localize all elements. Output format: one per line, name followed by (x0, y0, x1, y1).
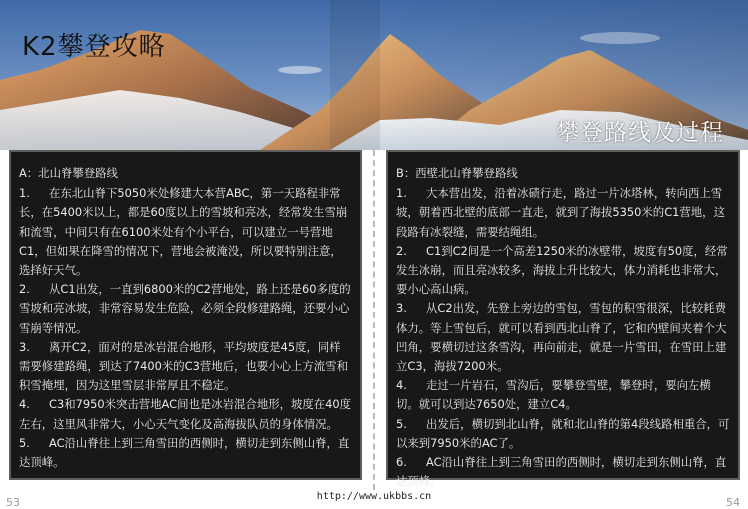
route-step: 2. C1到C2间是一个高差1250米的冰壁带，坡度有50度，经常发生冰崩，而且亮冰较多，海拔上升比较大，体力消耗也非常大，要小心高山病。 (396, 243, 728, 297)
route-step: 5. 出发后，横切到北山脊，就和北山脊的第4段线路相重合，可以来到7950米的AC了。 (396, 416, 730, 450)
route-step: 6. AC沿山脊往上到三角雪田的西侧时，横切走到东侧山脊，直达顶峰。 (396, 455, 727, 489)
route-step: 4. 走过一片岩石，雪沟后，要攀登雪壁，攀登时，要向左横切。就可以到达7650处，建立C4。 (396, 378, 711, 412)
page-title: K2攀登攻略 (22, 32, 166, 62)
footer-url: http://www.ukbbs.cn (316, 491, 432, 502)
route-step: 3. 离开C2，面对的是冰岩混合地形，平均坡度是45度，同样需要修建路绳，到达了7400米的C3营地后，也要小心上方流雪和积雪掩埋，因为这里雪层非常厚且不稳定。 (19, 339, 348, 393)
page-number-right: 54 (726, 496, 740, 509)
route-step: 3. 从C2出发，先登上旁边的雪包，雪包的积雪很深，比较耗费体力。等上雪包后，就可以看到西北山脊了，它和内壁间夹着个大凹角，要横切过这条雪沟，再向前走，就是一片雪田，在雪田上建立C3，海拔7200米。 (396, 301, 727, 374)
route-panel-west-face (386, 150, 740, 489)
route-heading: B：西壁北山脊攀登路线 (396, 166, 518, 180)
page-number-left: 53 (6, 496, 20, 509)
route-step: 1. 大本营出发，沿着冰碛行走，路过一片冰塔林，转向西上雪坡，朝着西北壁的底部一直走，就到了海拔5350米的C1营地，这段路有冰裂缝，需要结绳组。 (396, 186, 725, 239)
page-fold-divider (373, 150, 375, 490)
section-subtitle: 攀登路线及过程 (556, 120, 724, 146)
route-panel-north-ridge (9, 150, 362, 480)
route-step: 4. C3和7950米突击营地AC间也是冰岩混合地形，坡度在40度左右，这里风非常大，小心天气变化及高海拔队员的身体情况。 (19, 397, 352, 431)
route-step: 5. AC沿山脊往上到三角雪田的西侧时，横切走到东侧山脊，直达顶峰。 (19, 435, 350, 470)
route-step: 2. 从C1出发，一直到6800米的C2营地处，路上还是60多度的雪坡和亮冰坡，非常容易发生危险，必须全段修建路绳，还要小心雪崩等情况。 (19, 282, 351, 335)
route-heading: A：北山脊攀登路线 (19, 166, 118, 180)
route-step: 1. 在东北山脊下5050米处修建大本营ABC，第一天路程非常长，在5400米以上，都是60度以上的雪坡和亮冰，经常发生雪崩和流雪，中间只有在6100米处有个小平台，可以建立一号营地C1，但如果在降雪的情况下，营地会被淹没，所以要特别注意，选择好天气。 (19, 186, 348, 278)
